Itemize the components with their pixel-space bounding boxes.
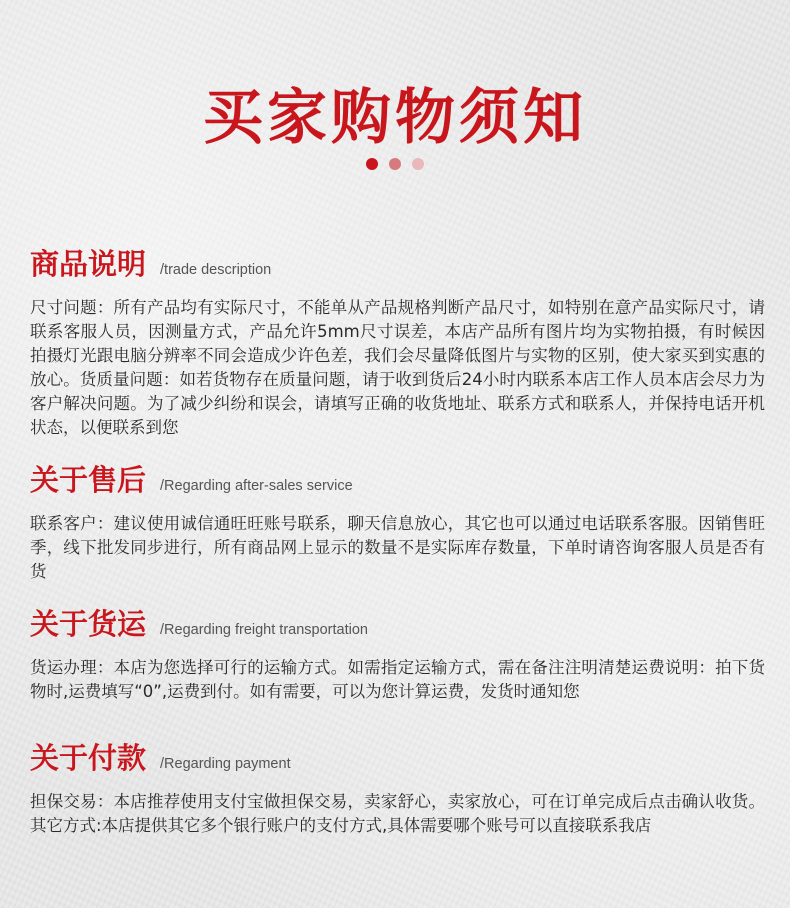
section-body: 货运办理：本店为您选择可行的运输方式。如需指定运输方式，需在备注注明清楚运费说明：拍下货物时,运费填写“0”,运费到付。如有需要，可以为您计算运费，发货时通知您 [30,658,765,701]
section-body: 尺寸问题：所有产品均有实际尺寸，不能单从产品规格判断产品尺寸，如特别在意产品实际尺寸，请联系客服人员，因测量方式，产品允许5mm尺寸误差，本店产品所有图片均为实物拍摄，有时候因拍摄灯光跟电脑分辨率不同会造成少许色差，我们会尽量降低图片与实物的区别，使大家买到实惠的放心。货质量问题：如若货物存在质量问题，请于收到货后24小时内联系本店工作人员本店会尽力为客户解决问题。为了减少纠纷和误会，请填写正确的收货地址、联系方式和联系人，并保持电话开机状态，以便联系到您 [30,298,765,437]
section-subtitle: /Regarding after-sales service [160,478,353,494]
dot-3 [412,158,424,170]
section-header [30,246,765,282]
section-body: 担保交易：本店推荐使用支付宝做担保交易，卖家舒心，卖家放心，可在订单完成后点击确认收货。其它方式:本店提供其它多个银行账户的支付方式,具体需要哪个账号可以直接联系我店 [30,792,765,835]
decorative-dots [0,158,790,170]
section-subtitle: /trade description [160,262,272,278]
section-after-sales [30,462,765,584]
section-header [30,740,765,776]
section-title: 关于售后 [30,463,147,497]
section-title: 关于货运 [30,607,147,641]
section-subtitle: /Regarding payment [160,756,291,772]
section-body: 联系客户：建议使用诚信通旺旺账号联系，聊天信息放心，其它也可以通过电话联系客服。因销售旺季，线下批发同步进行，所有商品网上显示的数量不是实际库存数量，下单时请咨询客服人员是否有货 [30,514,765,581]
section-trade-description [30,246,765,440]
section-header [30,606,765,642]
section-header [30,462,765,498]
section-payment [30,740,765,838]
page-title: 买家购物须知 [203,83,587,153]
dot-2 [389,158,401,170]
dot-1 [366,158,378,170]
section-title: 关于付款 [30,741,147,775]
section-freight [30,606,765,704]
section-subtitle: /Regarding freight transportation [160,622,368,638]
section-title: 商品说明 [30,247,147,281]
